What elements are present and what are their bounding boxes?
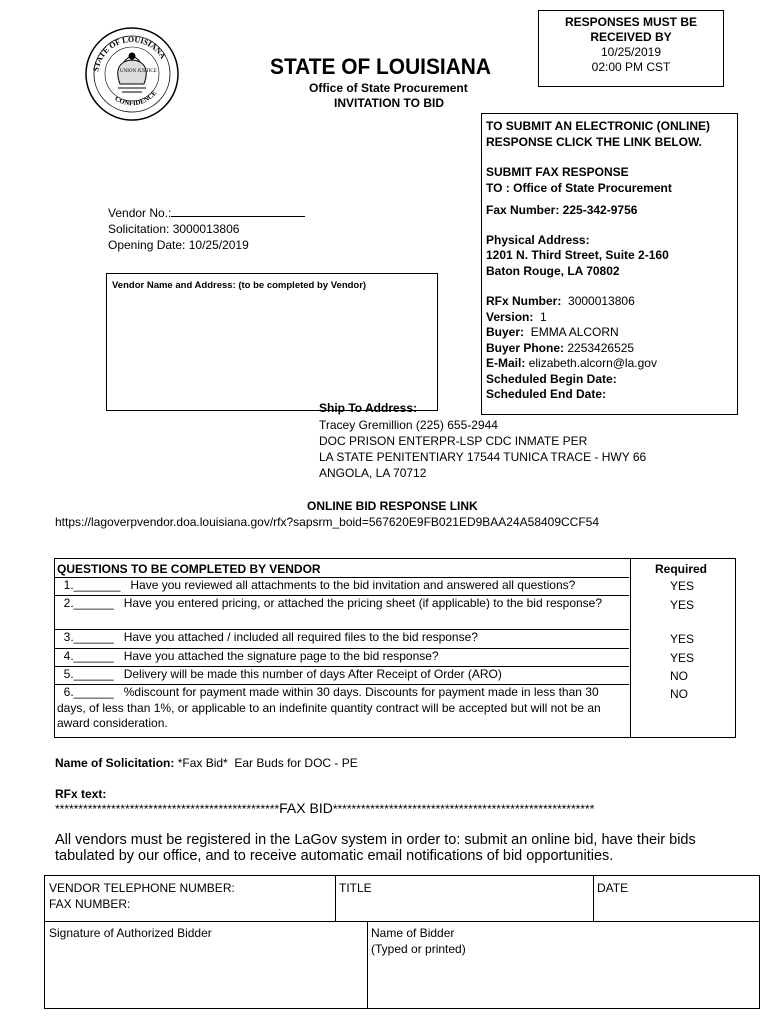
bidder-name-sublabel: (Typed or printed) <box>371 942 466 956</box>
question-text: 5.______ Delivery will be made this number of days After Receipt of Order (ARO) <box>57 667 502 681</box>
vendor-name-address-label: Vendor Name and Address: (to be completed by Vendor) <box>112 280 367 291</box>
rfx-text-label: RFx text: <box>55 787 107 801</box>
online-bid-link[interactable]: https://lagoverpvendor.doa.louisiana.gov/rfx?sapsrm_boid=567620E9FB021ED9BAA24A58409CCF54 <box>55 515 600 529</box>
title-cell[interactable] <box>335 876 593 921</box>
ship-to-address <box>319 417 646 481</box>
fax-number-label: FAX NUMBER: <box>49 897 131 911</box>
office-name: Office of State Procurement <box>309 81 468 95</box>
rfx-number-value: 3000013806 <box>568 294 635 308</box>
stars-right: ******************************************************** <box>332 802 595 816</box>
lagov-registration-notice: All vendors must be registered in the LaGov system in order to: submit an online bid, have their bids tabulated by our office, and to receive automatic email notifications of bid opportunities. <box>55 832 696 864</box>
rfx-number-label: RFx Number: <box>486 294 562 308</box>
required-column-divider <box>630 559 631 737</box>
question-row-3[interactable] <box>55 630 629 649</box>
version-value: 1 <box>540 309 547 324</box>
address-line2: Baton Rouge, LA 70802 <box>486 263 620 278</box>
required-heading: Required <box>655 562 708 576</box>
buyer-value: EMMA ALCORN <box>530 325 619 339</box>
submit-online-line1: TO SUBMIT AN ELECTRONIC (ONLINE) <box>486 119 710 133</box>
question-required: YES <box>670 579 695 593</box>
question-text: 3.______ Have you attached / included all required files to the bid response? <box>57 630 478 644</box>
signature-cell[interactable] <box>45 921 367 1008</box>
scheduled-begin-date: Scheduled Begin Date: <box>486 371 617 386</box>
submit-fax-line2: TO : Office of State Procurement <box>486 180 672 195</box>
vendor-info <box>108 205 305 253</box>
buyer-row <box>486 325 733 341</box>
questions-heading: QUESTIONS TO BE COMPLETED BY VENDOR <box>57 562 321 576</box>
vendor-no-label: Vendor No.: <box>108 206 172 220</box>
vendor-phone-cell[interactable] <box>45 876 335 921</box>
fax-number: Fax Number: 225-342-9756 <box>486 203 638 217</box>
version-label: Version: <box>486 309 534 324</box>
vendor-questions-table <box>54 558 736 738</box>
ship-to-line: Tracey Gremillion (225) 655-2944 <box>319 418 498 432</box>
solicitation-number: Solicitation: 3000013806 <box>108 222 240 236</box>
email-row <box>486 356 733 372</box>
question-row-1[interactable] <box>55 578 629 596</box>
email-label: E-Mail: <box>486 356 526 370</box>
question-required: YES <box>670 651 695 665</box>
vendor-no-field[interactable] <box>171 205 305 217</box>
buyer-phone-value: 2253426525 <box>567 340 635 355</box>
solicitation-name-value: *Fax Bid* Ear Buds for DOC - PE <box>177 756 358 770</box>
email-value[interactable]: elizabeth.alcorn@la.gov <box>528 356 657 370</box>
question-text: 6.______ %discount for payment made within 30 days. Discounts for payment made in less than 30 days, of less than 1%, or applicable to an indefinite quantity contract will be accepted but will not be an award consideration. <box>57 685 605 730</box>
bidder-name-label: Name of Bidder <box>371 926 455 940</box>
signature-label: Signature of Authorized Bidder <box>49 926 212 940</box>
responses-line1: RESPONSES MUST BE <box>564 15 698 29</box>
question-row-6[interactable] <box>55 685 629 738</box>
seal-ring-text: STATE OF LOUISIANA <box>91 34 168 73</box>
seal-motto: UNION JUSTICE <box>120 69 157 74</box>
buyer-phone-row <box>486 341 733 357</box>
date-cell[interactable] <box>593 876 759 921</box>
question-required: YES <box>670 632 695 646</box>
page-title: STATE OF LOUISIANA <box>270 54 491 79</box>
stars-left: ************************************************ <box>55 802 280 816</box>
state-seal-logo <box>84 26 180 122</box>
ship-to-label: Ship To Address: <box>319 401 418 415</box>
responses-due-box <box>538 10 724 87</box>
svg-text:CONFIDENCE <box>113 89 158 108</box>
date-label: DATE <box>597 881 629 895</box>
vendor-no-row <box>108 205 305 221</box>
seal-bottom-text: CONFIDENCE <box>113 88 159 108</box>
signature-table <box>44 875 760 1009</box>
question-row-4[interactable] <box>55 649 629 667</box>
submission-info-box <box>481 113 738 415</box>
question-required: NO <box>670 687 688 701</box>
physical-address-label: Physical Address: <box>486 232 590 247</box>
submit-fax-line1: SUBMIT FAX RESPONSE <box>486 165 629 179</box>
ship-to-line: LA STATE PENITENTIARY 17544 TUNICA TRACE - HWY 66 <box>319 450 647 464</box>
buyer-label: Buyer: <box>486 325 525 339</box>
responses-time: 02:00 PM CST <box>591 60 671 74</box>
question-row-5[interactable] <box>55 667 629 685</box>
buyer-phone-label: Buyer Phone: <box>486 340 565 355</box>
fax-bid-text: FAX BID <box>279 800 333 816</box>
address-line1: 1201 N. Third Street, Suite 2-160 <box>486 248 669 262</box>
document-subtitle: INVITATION TO BID <box>334 96 444 110</box>
version-row <box>486 310 733 326</box>
responses-line2: RECEIVED BY <box>590 30 672 44</box>
submit-online-line2: RESPONSE CLICK THE LINK BELOW. <box>486 134 703 149</box>
vendor-name-address-box[interactable] <box>106 273 438 411</box>
rfx-text-line <box>55 800 594 816</box>
solicitation-name-label: Name of Solicitation: <box>55 756 175 770</box>
question-text: 1._______ Have you reviewed all attachments to the bid invitation and answered all questions? <box>57 578 576 592</box>
question-text: 4.______ Have you attached the signature page to the bid response? <box>57 649 439 663</box>
question-required: YES <box>670 598 695 612</box>
opening-date: Opening Date: 10/25/2019 <box>108 238 249 252</box>
online-bid-link-heading: ONLINE BID RESPONSE LINK <box>307 499 478 513</box>
question-text: 2.______ Have you entered pricing, or attached the pricing sheet (if applicable) to the bid response? <box>57 596 603 610</box>
ship-to-line: DOC PRISON ENTERPR-LSP CDC INMATE PER <box>319 434 588 448</box>
scheduled-end-date: Scheduled End Date: <box>486 387 607 401</box>
question-row-2[interactable] <box>55 596 629 630</box>
rfx-number-row <box>486 294 733 310</box>
vendor-phone-label: VENDOR TELEPHONE NUMBER: <box>49 881 235 895</box>
question-required: NO <box>670 669 688 683</box>
solicitation-name <box>55 756 358 770</box>
responses-date: 10/25/2019 <box>600 45 662 59</box>
ship-to-line: ANGOLA, LA 70712 <box>319 466 427 480</box>
title-label: TITLE <box>339 881 372 895</box>
bidder-name-cell[interactable] <box>367 921 759 1008</box>
